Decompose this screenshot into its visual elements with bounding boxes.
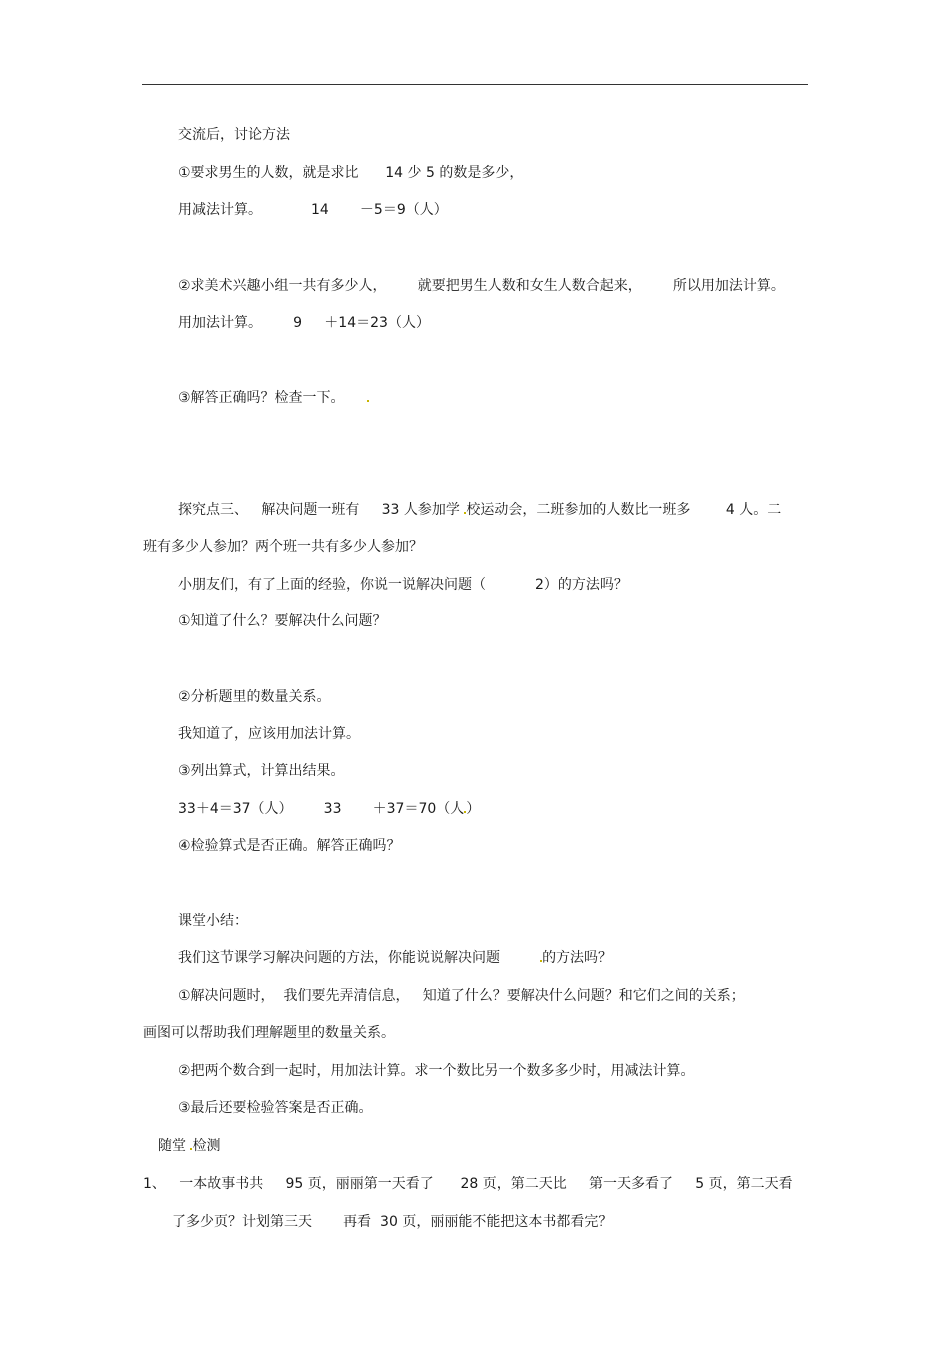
text-line: 班有多少人参加？两个班一共有多少人参加？ [143, 539, 423, 555]
text-line: 1、 一本故事书共 95 页，丽丽第一天看了 28 页，第二天比 第一天多看了 5 页，第二天看 [143, 1176, 793, 1192]
text-line: 画图可以帮助我们理解题里的数量关系。 [143, 1025, 395, 1041]
text-line: ②求美术兴趣小组一共有多少人， 就要把男生人数和女生人数合起来， 所以用加法计算。 [178, 278, 785, 294]
text-line [178, 500, 781, 520]
text-line [178, 799, 480, 819]
text-line [178, 948, 612, 968]
text-line [178, 388, 369, 408]
text-line-part: ） [466, 801, 481, 817]
text-line-part: 随堂 [158, 1138, 186, 1154]
text-line: 用加法计算。 9 ＋14＝23（人） [178, 315, 430, 331]
text-line-part: 我们这节课学习解决问题的方法，你能说说解决问题 [178, 950, 500, 966]
text-line: 了多少页？计划第三天 再看 30 页，丽丽能不能把这本书都看完？ [172, 1214, 613, 1230]
text-line: 交流后，讨论方法 [178, 127, 290, 143]
text-line-part: 的方法吗？ [542, 950, 613, 966]
text-line: ④检验算式是否正确。解答正确吗？ [178, 838, 401, 854]
text-line: ①解决问题时， 我们要先弄清信息， 知道了什么？要解决什么问题？和它们之间的关系； [178, 988, 745, 1004]
text-line: ②把两个数合到一起时，用加法计算。求一个数比另一个数多多少时，用减法计算。 [178, 1063, 695, 1079]
text-line: ①要求男生的人数，就是求比 14 少 5 的数是多少， [178, 165, 524, 181]
text-line: ②分析题里的数量关系。 [178, 689, 331, 705]
text-line: 我知道了，应该用加法计算。 [178, 726, 360, 742]
text-line: ①知道了什么？要解决什么问题？ [178, 613, 387, 629]
text-line: ③最后还要检验答案是否正确。 [178, 1100, 373, 1116]
text-line [158, 1136, 220, 1156]
text-line: 用减法计算。 14 －5＝9（人） [178, 202, 448, 218]
text-line-part: 校运动会，二班参加的人数比一班多 4 人。二 [466, 502, 782, 518]
header-rule [142, 84, 808, 85]
text-line: 小朋友们，有了上面的经验，你说一说解决问题（ 2）的方法吗？ [178, 577, 628, 593]
scan-dot [367, 400, 369, 402]
text-line: ③列出算式，计算出结果。 [178, 763, 345, 779]
text-line-part: 33＋4＝37（人） 33 ＋37＝70（人 [178, 801, 465, 817]
text-line-part: ③解答正确吗？检查一下。 [178, 390, 345, 406]
text-line-part: 探究点三、 解决问题一班有 33 人参加学 [178, 502, 460, 518]
text-line: 课堂小结： [178, 913, 248, 929]
text-line-part: 检测 [192, 1138, 221, 1154]
